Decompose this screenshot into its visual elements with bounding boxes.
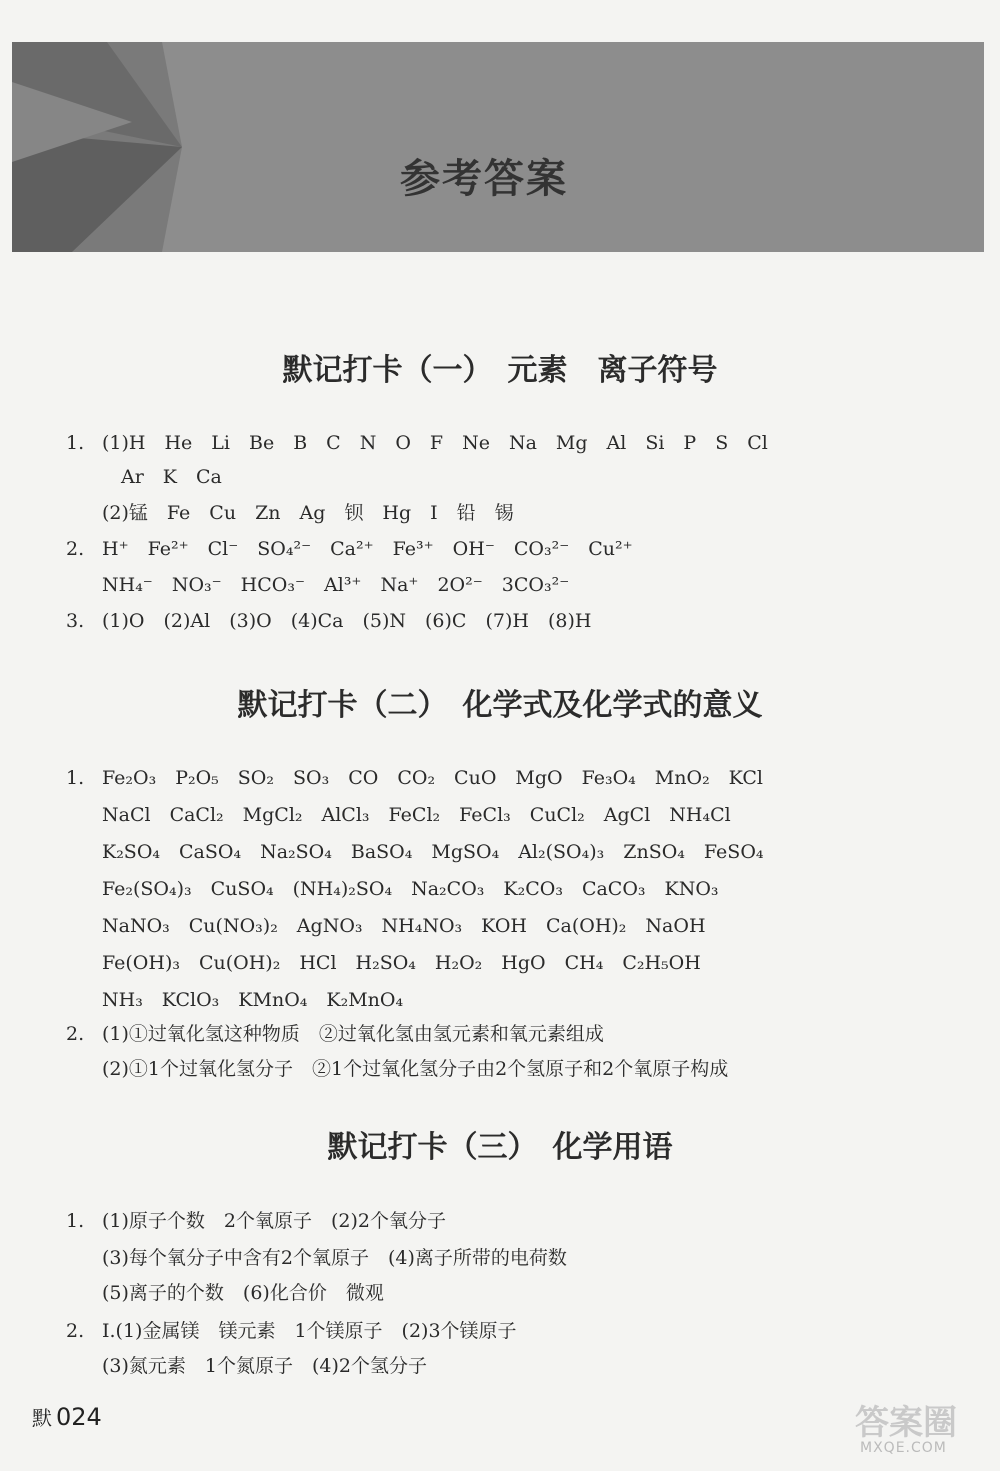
page-footer: 默 024 — [32, 1403, 102, 1431]
answer-line: Ar K Ca — [102, 466, 222, 488]
section-title-2: 默记打卡（二） 化学式及化学式的意义 — [237, 688, 763, 723]
answer-line: 2. Ⅰ.(1)金属镁 镁元素 1个镁原子 (2)3个镁原子 — [66, 1320, 517, 1342]
watermark-url: MXQE.COM — [860, 1440, 947, 1456]
section-title-1: 默记打卡（一） 元素 离子符号 — [282, 353, 718, 388]
answer-line: (5)离子的个数 (6)化合价 微观 — [102, 1282, 384, 1304]
answer-line: (3)每个氧分子中含有2个氧原子 (4)离子所带的电荷数 — [102, 1247, 567, 1269]
page-number: 024 — [56, 1403, 102, 1431]
answer-line: 3. (1)O (2)Al (3)O (4)Ca (5)N (6)C (7)H (8)H — [66, 610, 592, 632]
answer-line: 1. Fe₂O₃ P₂O₅ SO₂ SO₃ CO CO₂ CuO MgO Fe₃O₄ MnO₂ KCl — [66, 767, 763, 789]
answer-line: (3)氮元素 1个氮原子 (4)2个氢分子 — [102, 1355, 428, 1377]
page-title: 参考答案 — [400, 156, 568, 202]
answer-line: (2)①1个过氧化氢分子 ②1个过氧化氢分子由2个氢原子和2个氧原子构成 — [102, 1058, 729, 1080]
watermark-logo: 答案圈 — [855, 1403, 957, 1443]
answer-line: K₂SO₄ CaSO₄ Na₂SO₄ BaSO₄ MgSO₄ Al₂(SO₄)₃ ZnSO₄ FeSO₄ — [102, 841, 764, 863]
header-banner — [12, 42, 984, 252]
answer-line: NH₄⁻ NO₃⁻ HCO₃⁻ Al³⁺ Na⁺ 2O²⁻ 3CO₃²⁻ — [102, 574, 570, 596]
answer-line: 2. H⁺ Fe²⁺ Cl⁻ SO₄²⁻ Ca²⁺ Fe³⁺ OH⁻ CO₃²⁻ Cu²⁺ — [66, 538, 633, 560]
answer-line: NH₃ KClO₃ KMnO₄ K₂MnO₄ — [102, 989, 404, 1011]
answer-line: Fe₂(SO₄)₃ CuSO₄ (NH₄)₂SO₄ Na₂CO₃ K₂CO₃ CaCO₃ KNO₃ — [102, 878, 719, 900]
answer-line: 1. (1)H He Li Be B C N O F Ne Na Mg Al Si P S Cl — [66, 432, 768, 454]
answer-line: 2. (1)①过氧化氢这种物质 ②过氧化氢由氢元素和氧元素组成 — [66, 1023, 604, 1045]
answer-line: NaNO₃ Cu(NO₃)₂ AgNO₃ NH₄NO₃ KOH Ca(OH)₂ NaOH — [102, 915, 706, 937]
answer-line: NaCl CaCl₂ MgCl₂ AlCl₃ FeCl₂ FeCl₃ CuCl₂ AgCl NH₄Cl — [102, 804, 731, 826]
answer-line: (2)锰 Fe Cu Zn Ag 钡 Hg I 铅 锡 — [102, 502, 514, 524]
answer-line: 1. (1)原子个数 2个氧原子 (2)2个氧分子 — [66, 1210, 447, 1232]
section-title-3: 默记打卡（三） 化学用语 — [327, 1130, 673, 1165]
answer-line: Fe(OH)₃ Cu(OH)₂ HCl H₂SO₄ H₂O₂ HgO CH₄ C₂H₅OH — [102, 952, 701, 974]
